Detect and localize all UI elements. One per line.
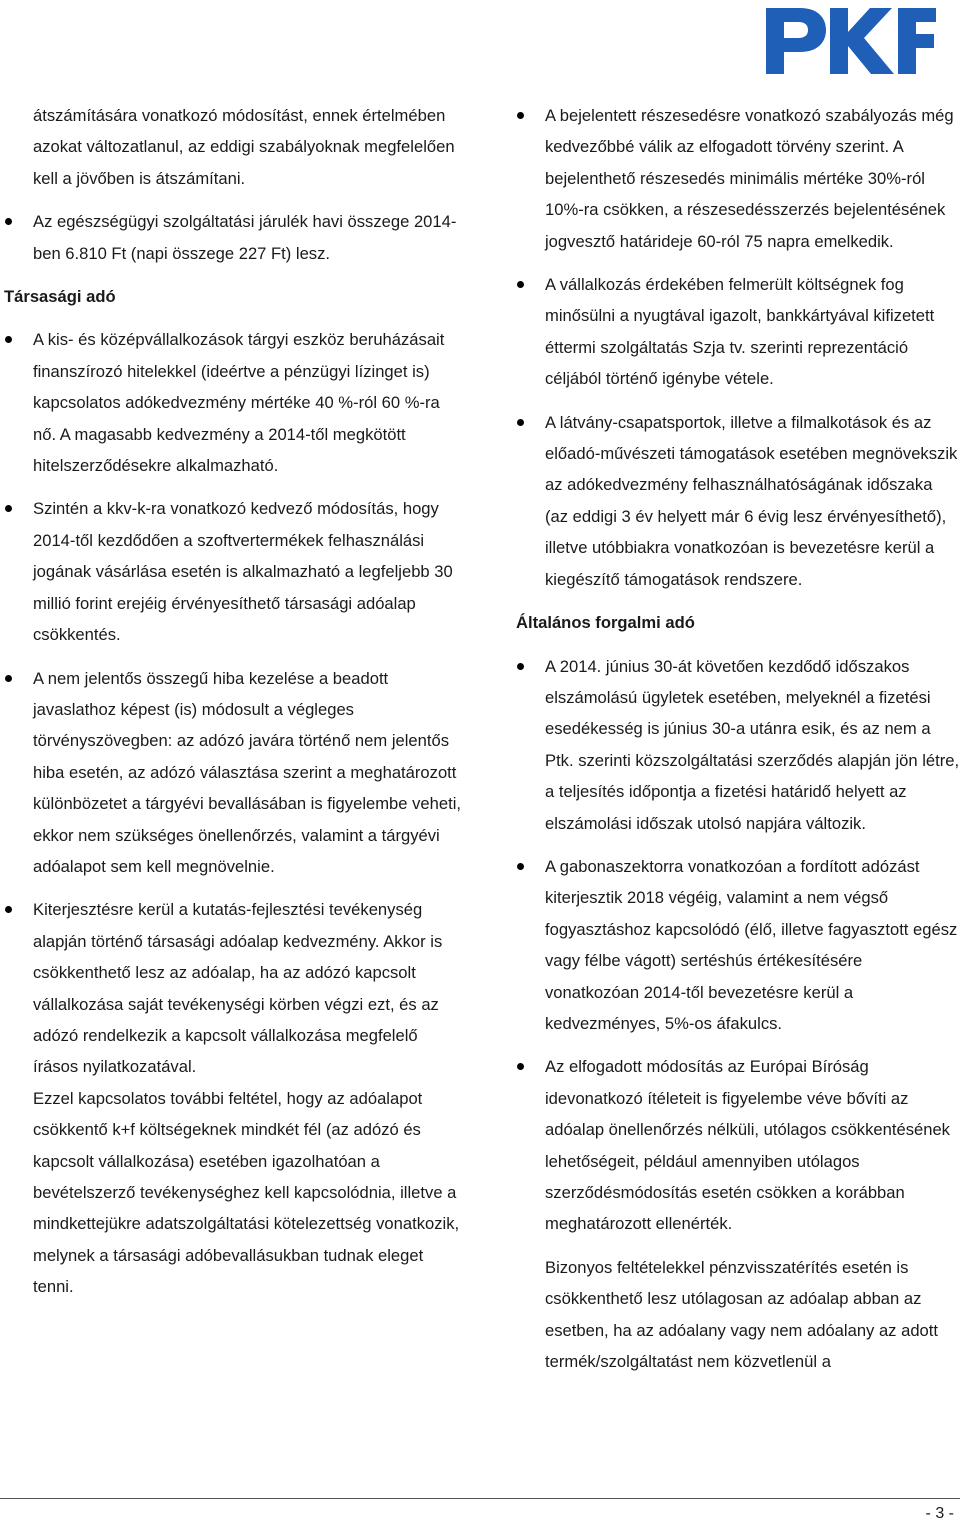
bullet-item bbox=[0, 493, 462, 650]
bullet-text: Kiterjesztésre kerül a kutatás-fejlesztési tevékenység alapján történő társasági adóalap kedvezmény. Akkor is csökkenthető lesz az adóalap, ha az adózó kapcsolt vállalkozása saját tevékenységi körben végzi ezt, és az adózó rendelkezik a kapcsolt vállalkozása megfelelő írásos nyilatkozatával. bbox=[33, 900, 443, 1077]
bullet-continuation-paragraph: Bizonyos feltételekkel pénzvisszatérítés esetén is csökkenthető lesz utólagosan az adóalap abban az esetben, ha az adóalany vagy nem adóalany az adott termék/szolgáltatást nem közvetlenül a bbox=[545, 1257, 938, 1372]
bullet-text: Az egészségügyi szolgáltatási járulék havi összege 2014-ben 6.810 Ft (napi összege 227 Ft) lesz. bbox=[33, 212, 457, 263]
bullet-item bbox=[0, 894, 462, 1082]
bullet-item bbox=[512, 1051, 960, 1239]
footer-rule bbox=[0, 1498, 960, 1499]
bullet-icon bbox=[5, 336, 12, 343]
bullet-icon bbox=[5, 218, 12, 225]
bullet-text: A bejelentett részesedésre vonatkozó szabályozás még kedvezőbbé válik az elfogadott törvény szerint. A bejelenthető részesedés minimális mértéke 30%-ról 10%-ra csökken, a részesedésszerzés bejelentésének jogvesztő határideje 60-ról 75 napra emelkedik. bbox=[545, 106, 954, 251]
bullet-item bbox=[512, 651, 960, 839]
bullet-continuation-paragraph: Ezzel kapcsolatos további feltétel, hogy az adóalapot csökkentő k+f költségeknek mindkét fél (az adózó és kapcsolt vállalkozása) esetében igazolhatóan a bevételszerző tevékenységhez kell kapcsolódnia, illetve a mindkettejükre adatszolgáltatási kötelezettség vonatkozik, melynek a társasági adóbevallásukban tudnak eleget tenni. bbox=[33, 1088, 460, 1297]
page-number: - 3 - bbox=[925, 1505, 954, 1522]
bullet-text: A nem jelentős összegű hiba kezelése a beadott javaslathoz képest (is) módosult a végleges törvényszövegben: az adózó javára történő nem jelentős hiba esetén, az adózó választása szerint a meghatározott különbözetet a tárgyévi bevallásában is figyelembe veheti, ekkor nem szükséges önellenőrzés, valamint a tárgyévi adóalapot sem kell megnövelnie. bbox=[33, 668, 462, 876]
bullet-icon bbox=[5, 675, 12, 682]
bullet-text: A gabonaszektorra vonatkozóan a fordított adózást kiterjesztik 2018 végéig, valamint a nem végső fogyasztáshoz kapcsolódó (élő, illetve fagyasztott egész vagy félbe vágott) sertéshús értékesítésére vonatkozóan 2014-től bevezetésre kerül a kedvezményes, 5%-os áfakulcs. bbox=[545, 856, 958, 1033]
bullet-text: A vállalkozás érdekében felmerült költségnek fog minősülni a nyugtával igazolt, bankkártyával kifizetett éttermi szolgáltatás Szja tv. szerinti reprezentáció céljából történő igénybe vétele. bbox=[545, 275, 935, 389]
bullet-icon bbox=[517, 1063, 524, 1070]
bullet-icon bbox=[517, 281, 524, 288]
bullet-text: A látvány-csapatsportok, illetve a filmalkotások és az előadó-művészeti támogatások esetében megnövekszik az adókedvezmény felhasználhatóságának időszaka (az eddigi 3 év helyett már 6 évig lesz érvényesíthető), illetve utóbbiakra vonatkozóan is bevezetésre kerül a kiegészítő támogatások rendszere. bbox=[545, 412, 958, 589]
section-heading-afa: Általános forgalmi adó bbox=[516, 613, 695, 633]
bullet-text: A 2014. június 30-át követően kezdődő időszakos elszámolású ügyletek esetében, melyeknél a fizetési esedékesség is június 30-a utánra esik, és az nem a Ptk. szerinti közszolgáltatási szerződés alapján jön létre, a teljesítés időpontja a fizetési határidő helyett az elszámolási időszak utolsó napjára változik. bbox=[545, 656, 960, 833]
pkf-logo bbox=[760, 2, 938, 76]
bullet-icon bbox=[5, 906, 12, 913]
right-column bbox=[512, 100, 960, 1389]
bullet-item bbox=[512, 100, 960, 257]
bullet-item bbox=[512, 407, 960, 595]
bullet-icon bbox=[5, 505, 12, 512]
bullet-icon bbox=[517, 112, 524, 119]
bullet-item bbox=[512, 851, 960, 1039]
bullet-text: Szintén a kkv-k-ra vonatkozó kedvező módosítás, hogy 2014-től kezdődően a szoftvertermékek felhasználási jogának vásárlása esetén is alkalmazható a legfeljebb 30 millió forint erejéig érvényesíthető társasági adóalap csökkentés. bbox=[33, 499, 453, 645]
left-column bbox=[0, 100, 462, 1315]
bullet-icon bbox=[517, 419, 524, 426]
bullet-item bbox=[512, 269, 960, 395]
bullet-icon bbox=[517, 863, 524, 870]
bullet-text: A kis- és középvállalkozások tárgyi eszköz beruházásait finanszírozó hitelekkel (ideértve a pénzügyi lízinget is) kapcsolatos adókedvezmény mértéke 40 %-ról 60 %-ra nő. A magasabb kedvezmény a 2014-től megkötött hitelszerződésekre alkalmazható. bbox=[33, 330, 445, 476]
bullet-item bbox=[0, 324, 462, 481]
bullet-item bbox=[0, 206, 462, 269]
bullet-icon bbox=[517, 663, 524, 670]
continued-paragraph: átszámítására vonatkozó módosítást, ennek értelmében azokat változatlanul, az eddigi szabályoknak megfelelően kell a jövőben is átszámítani. bbox=[33, 106, 455, 188]
bullet-item bbox=[0, 663, 462, 883]
bullet-text: Az elfogadott módosítás az Európai Bíróság idevonatkozó ítéleteit is figyelembe véve bővíti az adóalap önellenőrzés nélküli, utólagos csökkentésének lehetőségeit, például amennyiben utólagos szerződésmódosítás esetén csökken a korábban meghatározott ellenérték. bbox=[545, 1057, 950, 1234]
section-heading-tarsasagi-ado: Társasági adó bbox=[4, 287, 116, 307]
